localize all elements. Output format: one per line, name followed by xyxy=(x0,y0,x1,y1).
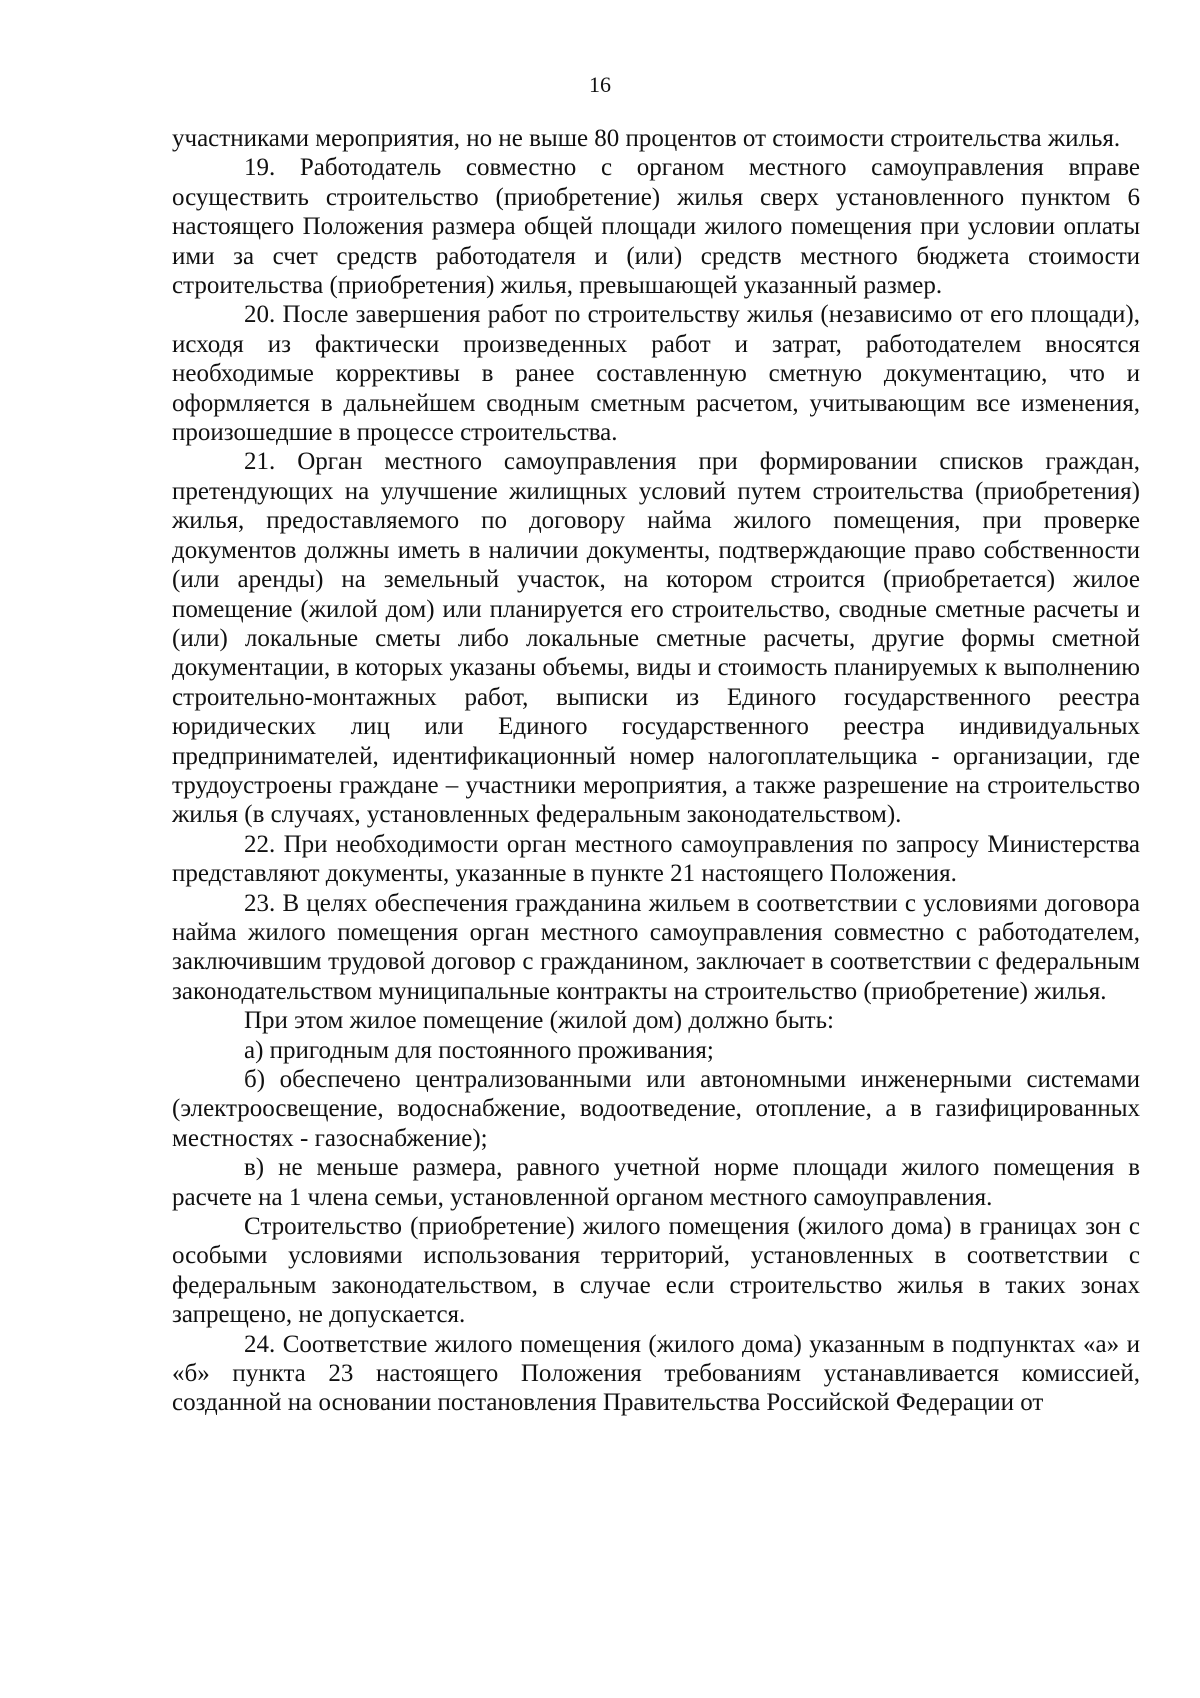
paragraph-21: 21. Орган местного самоуправления при формировании списков граждан, претендующих на улучшение жилищных условий путем строительства (приобретения) жилья, предоставляемого по договору найма жилого помещения, при проверке документов должны иметь в наличии документы, подтверждающие право собственности (или аренды) на земельный участок, на котором строится (приобретается) жилое помещение (жилой дом) или планируется его строительство, сводные сметные расчеты и (или) локальные сметы либо локальные сметные расчеты, другие формы сметной документации, в которых указаны объемы, виды и стоимость планируемых к выполнению строительно-монтажных работ, выписки из Единого государственного реестра юридических лиц или Единого государственного реестра индивидуальных предпринимателей, идентификационный номер налогоплательщика - организации, где трудоустроены граждане – участники мероприятия, а также разрешение на строительство жилья (в случаях, установленных федеральным законодательством). xyxy=(172,448,1140,829)
paragraph-22: 22. При необходимости орган местного самоуправления по запросу Министерства представляют документы, указанные в пункте 21 настоящего Положения. xyxy=(172,830,1140,888)
paragraph-23-item-a: а) пригодным для постоянного проживания; xyxy=(244,1036,714,1064)
paragraph-24: 24. Соответствие жилого помещения (жилого дома) указанным в подпунктах «а» и «б» пункта 23 настоящего Положения требованиям устанавливается комиссией, созданной на основании постановления Правительства Российской Федерации от xyxy=(172,1330,1140,1417)
paragraph-23-item-v: в) не меньше размера, равного учетной норме площади жилого помещения в расчете на 1 члена семьи, установленной органом местного самоуправления. xyxy=(172,1154,1140,1211)
page-number: 16 xyxy=(589,72,611,97)
document-body xyxy=(172,124,1140,1418)
paragraph-23: 23. В целях обеспечения гражданина жильем в соответствии с условиями договора найма жилого помещения орган местного самоуправления совместно с работодателем, заключившим трудовой договор с гражданином, заключает в соответствии с федеральным законодательством муниципальные контракты на строительство (приобретение) жилья. xyxy=(172,889,1140,1005)
paragraph-continuation: участниками мероприятия, но не выше 80 процентов от стоимости строительства жилья. xyxy=(172,125,1121,152)
paragraph-20: 20. После завершения работ по строительству жилья (независимо от его площади), исходя из фактически произведенных работ и затрат, работодателем вносятся необходимые коррективы в ранее составленную сметную документацию, что и оформляется в дальнейшем сводным сметным расчетом, учитывающим все изменения, произошедшие в процессе строительства. xyxy=(172,301,1140,447)
paragraph-23-requirements-intro: При этом жилое помещение (жилой дом) должно быть: xyxy=(244,1007,834,1035)
paragraph-19: 19. Работодатель совместно с органом местного самоуправления вправе осуществить строительство (приобретение) жилья сверх установленного пунктом 6 настоящего Положения размера общей площади жилого помещения при условии оплаты ими за счет средств работодателя и (или) средств местного бюджета стоимости строительства (приобретения) жилья, превышающей указанный размер. xyxy=(172,154,1140,300)
paragraph-23-item-b: б) обеспечено централизованными или автономными инженерными системами (электроосвещение, водоснабжение, водоотведение, отопление, а в газифицированных местностях - газоснабжение); xyxy=(172,1066,1140,1152)
paragraph-23-restriction: Строительство (приобретение) жилого помещения (жилого дома) в границах зон с особыми условиями использования территорий, установленных в соответствии с федеральным законодательством, в случае если строительство жилья в таких зонах запрещено, не допускается. xyxy=(172,1213,1140,1329)
